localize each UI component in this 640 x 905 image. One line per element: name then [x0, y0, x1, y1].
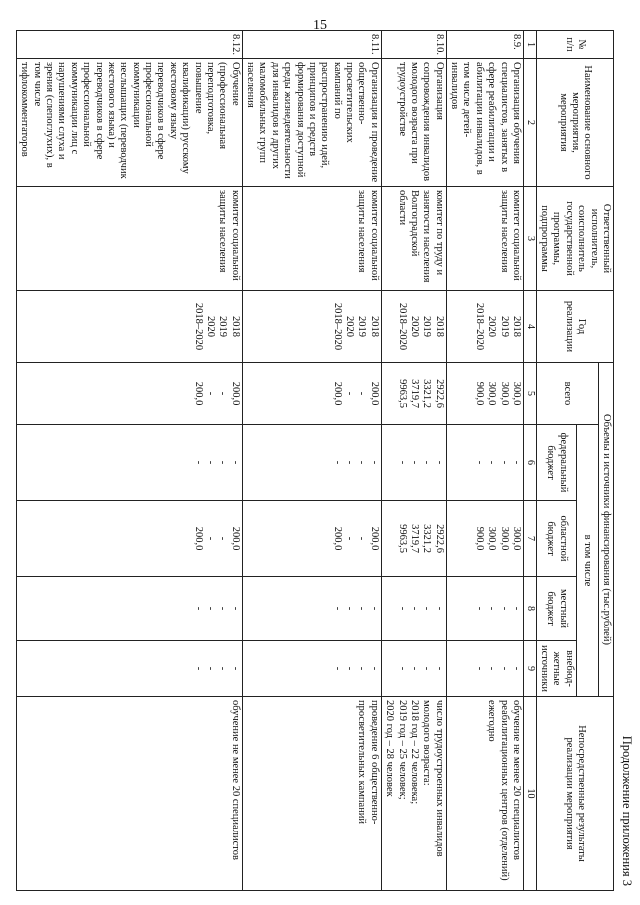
row-number: 8.11.	[242, 31, 381, 59]
rotated-page-content	[19, 30, 634, 890]
header-regional: областной бюджет	[536, 501, 576, 577]
col-number: 8	[523, 577, 536, 641]
header-incl: в том числе	[576, 425, 598, 697]
header-total: всего	[536, 363, 598, 425]
page-number: 15	[313, 18, 327, 33]
row-name: Обучение (профессиональная переподготовка, повышение квалификации) русскому жестовому языку переводчиков в сфере профессиональной коммуникации неслышащих (переводчик жестового языка) и переводчиков в сфере профессиональной коммуникации лиц с нарушениями слуха и зрения (слепоглухих), в том числе тифлокомментаторов	[16, 59, 242, 187]
table-row	[446, 31, 523, 891]
row-executor: комитет по труду и занятости населения Волгоградской области	[381, 187, 446, 291]
table-row	[16, 31, 242, 891]
row-extra: - - - -	[242, 641, 381, 697]
header-name: Наименование основного мероприятия, мероприятия	[536, 59, 613, 187]
row-extra: - - - -	[16, 641, 242, 697]
row-total: 200,0 - - 200,0	[242, 363, 381, 425]
row-regional: 200,0 - - 200,0	[242, 501, 381, 577]
col-number: 2	[523, 59, 536, 187]
row-result: число трудоустроенных инвалидов молодого возраста: 2018 год – 22 человека; 2019 год – 25 человек; 2020 год – 28 человек	[381, 697, 446, 891]
col-number: 3	[523, 187, 536, 291]
table-row	[381, 31, 446, 891]
header-row-1	[598, 31, 613, 891]
column-number-row	[523, 31, 536, 891]
row-total: 2922,6 3321,2 3719,7 9963,5	[381, 363, 446, 425]
row-federal: - - - -	[16, 425, 242, 501]
row-extra: - - - -	[381, 641, 446, 697]
row-extra: - - - -	[446, 641, 523, 697]
col-number: 10	[523, 697, 536, 891]
header-local: местный бюджет	[536, 577, 576, 641]
row-regional: 200,0 - - 200,0	[16, 501, 242, 577]
row-federal: - - - -	[242, 425, 381, 501]
row-local: - - - -	[16, 577, 242, 641]
col-number: 7	[523, 501, 536, 577]
header-extra: внебюд-жетные источники	[536, 641, 576, 697]
row-result: проведение 6 общественно-просветительных кампаний	[242, 697, 381, 891]
row-years: 2018 2019 2020 2018–2020	[446, 291, 523, 363]
continuation-label: Продолжение приложения 3	[620, 735, 634, 886]
header-executor: Ответственный исполнитель, соисполнитель государственной программы, подпрограммы	[536, 187, 613, 291]
row-federal: - - - -	[446, 425, 523, 501]
row-result: обучение не менее 20 специалистов	[16, 697, 242, 891]
row-total: 300,0 300,0 300,0 900,0	[446, 363, 523, 425]
program-table	[16, 30, 614, 891]
col-number: 6	[523, 425, 536, 501]
row-executor: комитет социальной защиты населения	[446, 187, 523, 291]
row-executor: комитет социальной защиты населения	[16, 187, 242, 291]
row-local: - - - -	[381, 577, 446, 641]
row-local: - - - -	[242, 577, 381, 641]
row-result: обучение не менее 20 специалистов реабилитационных центров (отделений) ежегодно	[446, 697, 523, 891]
row-years: 2018 2019 2020 2018–2020	[381, 291, 446, 363]
table-body	[16, 31, 523, 891]
row-number: 8.9.	[446, 31, 523, 59]
header-year: Год реализации	[536, 291, 613, 363]
row-years: 2018 2019 2020 2018–2020	[16, 291, 242, 363]
row-name: Организация обучения специалистов, занятых в сфере реабилитации и абилитации инвалидов, в том числе детей-инвалидов	[446, 59, 523, 187]
row-regional: 2922,6 3321,2 3719,7 9963,5	[381, 501, 446, 577]
row-name: Организация сопровождения инвалидов молодого возраста при трудоустройстве	[381, 59, 446, 187]
col-number: 9	[523, 641, 536, 697]
row-years: 2018 2019 2020 2018–2020	[242, 291, 381, 363]
row-name: Организация и проведение общественно-просветительских кампаний по распространению идей, принципов и средств формирования доступной среды жизнедеятельности для инвалидов и других маломобильных групп населения	[242, 59, 381, 187]
row-number: 8.12.	[16, 31, 242, 59]
row-local: - - - -	[446, 577, 523, 641]
row-number: 8.10.	[381, 31, 446, 59]
header-funding: Объемы и источники финансирования (тыс.рублей)	[598, 363, 613, 697]
col-number: 1	[523, 31, 536, 59]
table-row	[242, 31, 381, 891]
row-executor: комитет социальной защиты населения	[242, 187, 381, 291]
header-num: № п/п	[536, 31, 613, 59]
header-results: Непосредственные результаты реализации мероприятия	[536, 697, 613, 891]
col-number: 4	[523, 291, 536, 363]
row-federal: - - - -	[381, 425, 446, 501]
row-total: 200,0 - - 200,0	[16, 363, 242, 425]
header-federal: федеральный бюджет	[536, 425, 576, 501]
col-number: 5	[523, 363, 536, 425]
row-regional: 300,0 300,0 300,0 900,0	[446, 501, 523, 577]
